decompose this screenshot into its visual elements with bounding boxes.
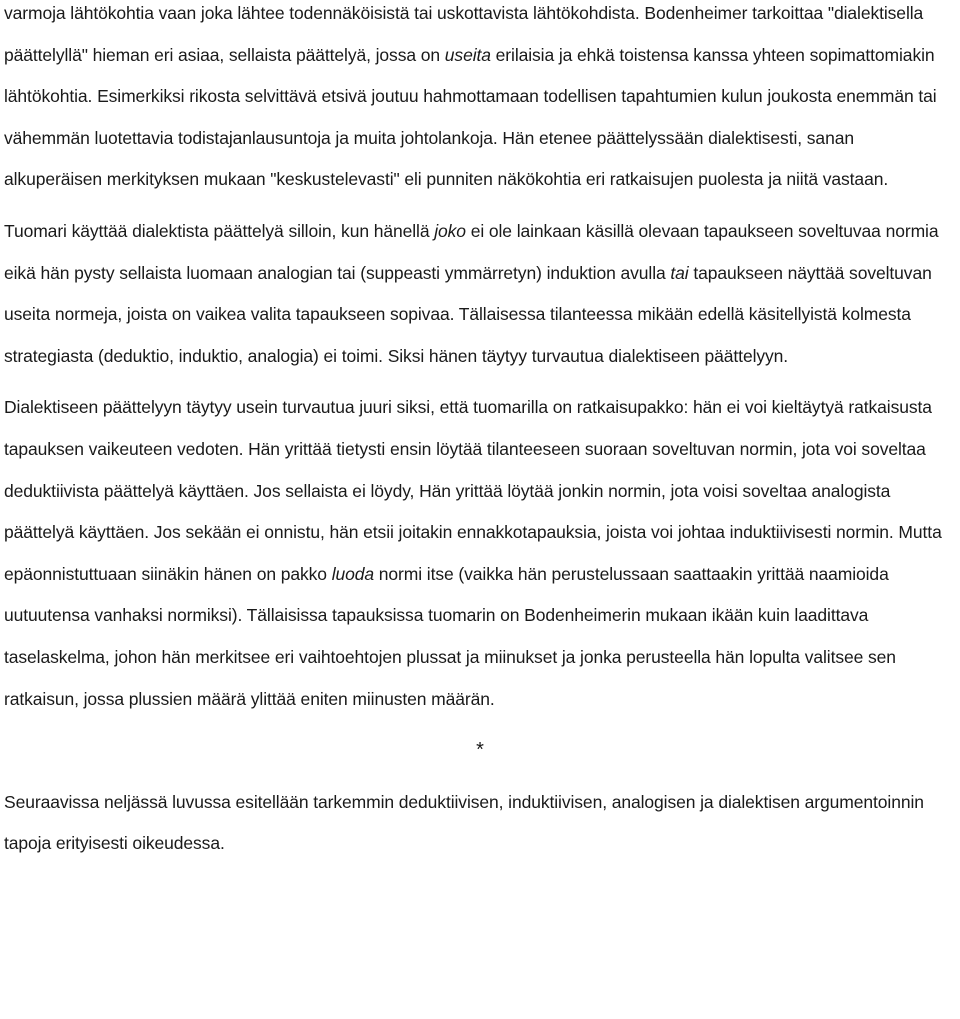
paragraph-2 — [4, 211, 956, 377]
paragraph-4-text: Seuraavissa neljässä luvussa esitellään tarkemmin deduktiivisen, induktiivisen, analogisen ja dialektisen argumentoinnin tapoja erityisesti oikeudessa. — [4, 791, 924, 854]
paragraph-2-text-a: Tuomari käyttää dialektista päättelyä silloin, kun hänellä — [4, 220, 435, 241]
document-page — [4, 0, 956, 865]
paragraph-1-text-a: varmoja lähtökohtia vaan joka lähtee todennäköisistä tai uskottavista lähtökohdista. Bodenheimer tarkoittaa "dialektisella päättelyllä" hieman eri asiaa, sellaista päättelyä, jossa on — [4, 3, 924, 65]
paragraph-1-emphasis: useita — [444, 44, 491, 65]
paragraph-4 — [4, 782, 956, 865]
paragraph-3-emphasis: luoda — [331, 563, 375, 584]
paragraph-2-text-c: tapaukseen näyttää soveltuvan useita normeja, joista on vaikea valita tapaukseen sopivaa. Tällaisessa tilanteessa mikään edellä käsitellyistä kolmesta strategiasta (deduktio, induktio, analogia) ei toimi. Siksi hänen täytyy turvautua dialektiseen päättelyyn. — [4, 262, 932, 366]
section-separator: * — [476, 739, 484, 762]
paragraph-3-text-b: normi itse (vaikka hän perustelussaan saattaakin yrittää naamioida uutuutensa vanhaksi normiksi). Tällaisissa tapauksissa tuomarin on Bodenheimerin mukaan ikään kuin laadittava taselaskelma, johon hän merkitsee eri vaihtoehtojen plussat ja miinukset ja jonka perusteella hän lopulta valitsee sen ratkaisun, jossa plussien määrä ylittää eniten miinusten määrän. — [4, 563, 896, 709]
paragraph-3 — [4, 387, 956, 720]
paragraph-2-emphasis-a: joko — [434, 220, 466, 241]
paragraph-2-emphasis-b: tai — [670, 262, 689, 283]
paragraph-3-text-a: Dialektiseen päättelyyn täytyy usein turvautua juuri siksi, että tuomarilla on ratkaisupakko: hän ei voi kieltäytyä ratkaisusta tapauksen vaikeuteen vedoten. Hän yrittää tietysti ensin löytää tilanteeseen suoraan soveltuvan normin, jota voi soveltaa deduktiivista päättelyä käyttäen. Jos sellaista ei löydy, Hän yrittää löytää jonkin normin, jota voisi soveltaa analogista päättelyä käyttäen. Jos sekään ei onnistu, hän etsii joitakin ennakkotapauksia, joista voi johtaa induktiivisesti normin. Mutta epäonnistuttuaan siinäkin hänen on pakko — [4, 397, 942, 584]
paragraph-1-text-b: erilaisia ja ehkä toistensa kanssa yhteen sopimattomiakin lähtökohtia. Esimerkiksi rikosta selvittävä etsivä joutuu hahmottamaan todellisen tapahtumien kulun joukosta enemmän tai vähemmän luotettavia todistajanlausuntoja ja muita johtolankoja. Hän etenee päättelyssään dialektisesti, sanan alkuperäisen merkityksen mukaan "keskustelevasti" eli punniten näkökohtia eri ratkaisujen puolesta ja niitä vastaan. — [4, 44, 937, 190]
paragraph-2-text-b: ei ole lainkaan käsillä olevaan tapaukseen soveltuvaa normia eikä hän pysty sellaista luomaan analogian tai (suppeasti ymmärretyn) induktion avulla — [4, 220, 939, 283]
paragraph-1 — [4, 0, 956, 201]
